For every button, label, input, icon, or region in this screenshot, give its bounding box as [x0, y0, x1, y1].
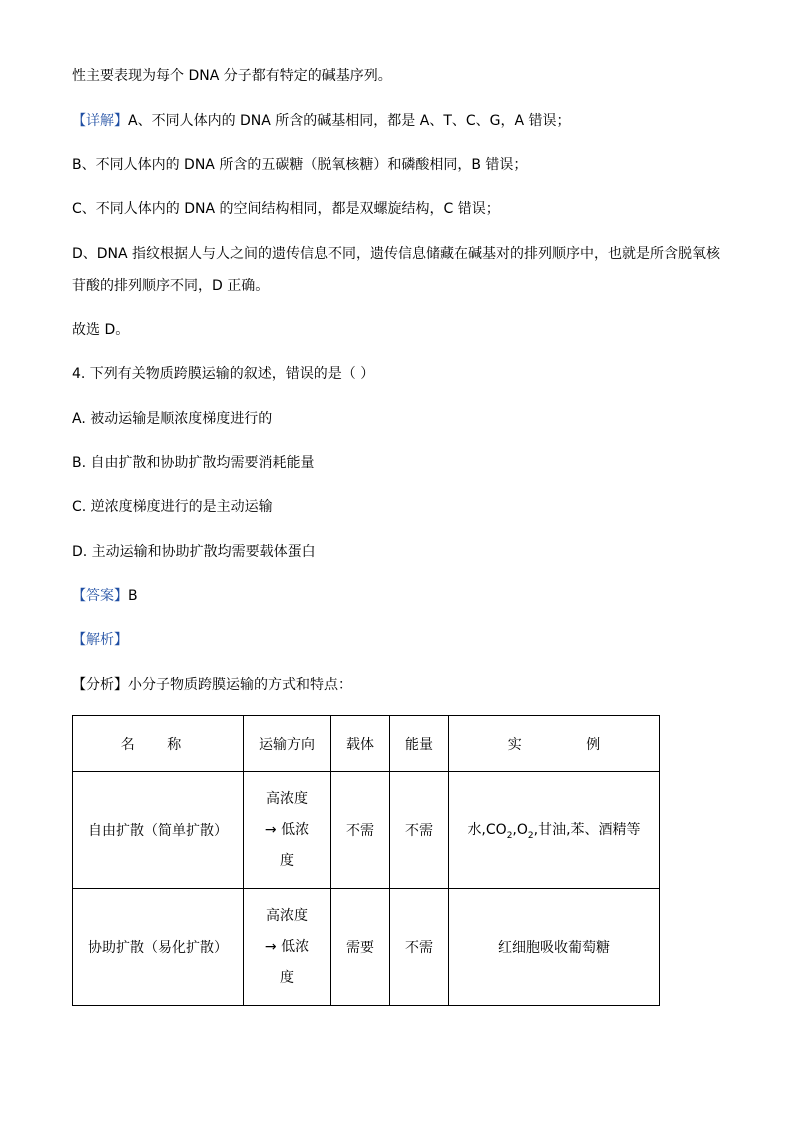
cell-carrier: 需要 — [331, 889, 390, 1006]
direction-line: → 低浓 — [264, 938, 310, 955]
direction-line: 度 — [280, 852, 294, 869]
example-text: ,O — [512, 822, 528, 839]
direction-line: → 低浓 — [264, 821, 310, 838]
option-c: C. 逆浓度梯度进行的是主动运输 — [72, 499, 273, 515]
direction-line: 高浓度 — [266, 790, 308, 807]
paragraph-1: 性主要表现为每个 DNA 分子都有特定的碱基序列。 — [72, 68, 392, 84]
analysis-label: 【解析】 — [72, 632, 128, 648]
cell-energy: 不需 — [390, 772, 449, 889]
answer-value: B — [128, 588, 138, 604]
table-row — [73, 889, 660, 1006]
paragraph-5a: D、DNA 指纹根据人与人之间的遗传信息不同，遗传信息储藏在碱基对的排列顺序中，也就是所含脱氧核 — [72, 246, 721, 262]
cell-example — [449, 772, 660, 889]
cell-direction — [244, 772, 331, 889]
direction-line: 高浓度 — [266, 907, 308, 924]
paragraph-4: C、不同人体内的 DNA 的空间结构相同，都是双螺旋结构，C 错误； — [72, 201, 500, 217]
cell-name: 自由扩散（简单扩散） — [73, 772, 244, 889]
direction-line: 度 — [280, 969, 294, 986]
subscript: 2 — [527, 830, 534, 841]
subscript: 2 — [506, 830, 513, 841]
header-example: 实 例 — [449, 716, 660, 772]
option-b: B. 自由扩散和协助扩散均需要消耗能量 — [72, 455, 315, 471]
paragraph-5b: 苷酸的排列顺序不同，D 正确。 — [72, 278, 270, 294]
fenxi-line — [72, 675, 352, 695]
header-carrier: 载体 — [331, 716, 390, 772]
answer-label: 【答案】 — [72, 588, 128, 604]
question-stem: 4. 下列有关物质跨膜运输的叙述，错误的是（ ） — [72, 366, 375, 382]
example-text: ,甘油,苯、酒精等 — [533, 822, 641, 839]
table-header-row — [73, 716, 660, 772]
paragraph-6: 故选 D。 — [72, 322, 130, 338]
fenxi-label: 【分析】 — [72, 677, 128, 693]
option-a: A. 被动运输是顺浓度梯度进行的 — [72, 411, 273, 427]
paragraph-3: B、不同人体内的 DNA 所含的五碳糖（脱氧核糖）和磷酸相同，B 错误； — [72, 157, 528, 173]
table-row — [73, 772, 660, 889]
detail-text: A、不同人体内的 DNA 所含的碱基相同，都是 A、T、C、G，A 错误； — [128, 113, 571, 129]
transport-table — [72, 715, 660, 1006]
paragraph-detail — [72, 111, 571, 131]
detail-label: 【详解】 — [72, 113, 128, 129]
header-name: 名 称 — [73, 716, 244, 772]
header-direction: 运输方向 — [244, 716, 331, 772]
cell-example: 红细胞吸收葡萄糖 — [449, 889, 660, 1006]
answer-line — [72, 586, 138, 606]
cell-name: 协助扩散（易化扩散） — [73, 889, 244, 1006]
fenxi-text: 小分子物质跨膜运输的方式和特点： — [128, 677, 352, 693]
cell-direction — [244, 889, 331, 1006]
cell-energy: 不需 — [390, 889, 449, 1006]
cell-carrier: 不需 — [331, 772, 390, 889]
header-energy: 能量 — [390, 716, 449, 772]
option-d: D. 主动运输和协助扩散均需要载体蛋白 — [72, 544, 316, 560]
analysis-line — [72, 630, 128, 650]
example-text: 水,CO — [467, 822, 507, 839]
